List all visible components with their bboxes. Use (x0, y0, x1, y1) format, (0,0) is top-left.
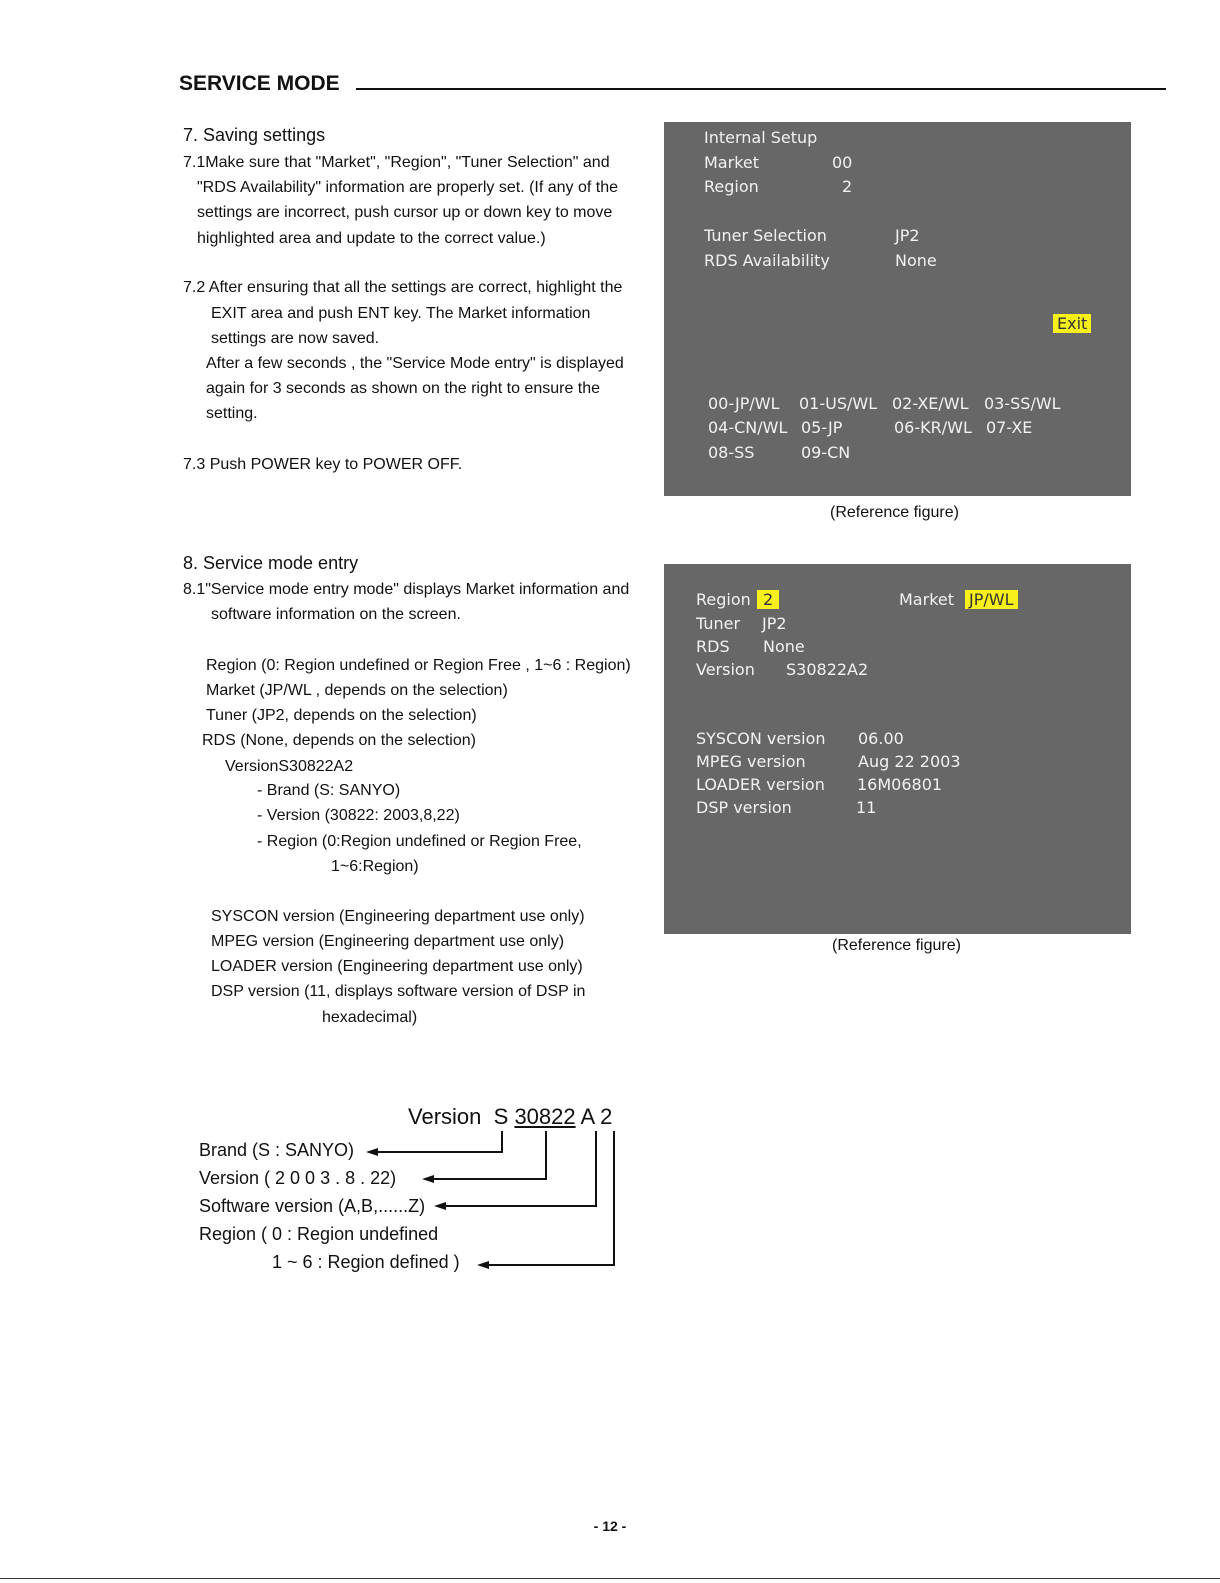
osd-tuner-value: JP2 (895, 226, 920, 245)
section8-line: - Region (0:Region undefined or Region Free, (257, 833, 582, 850)
section7-line: 7.2 After ensuring that all the settings are correct, highlight the (183, 279, 623, 296)
section8-line: VersionS30822A2 (225, 758, 354, 775)
section8-line: 1~6:Region) (331, 858, 419, 875)
section8-line: MPEG version (Engineering department use only) (211, 933, 565, 950)
version-word: Version (408, 1104, 482, 1129)
osd-market-label: Market (899, 590, 954, 609)
osd-region-label: Region (704, 177, 759, 196)
reference-screen-internal-setup (664, 122, 1131, 496)
version-label-date: Version ( 2 0 0 3 . 8 . 22) (199, 1168, 397, 1188)
section8-line: Market (JP/WL , depends on the selection) (206, 682, 508, 699)
section8-line: DSP version (11, displays software version of DSP in (211, 983, 586, 1000)
osd-market-code: 03-SS/WL (984, 394, 1061, 413)
osd-market-code: 01-US/WL (799, 394, 878, 413)
connector-brand-horizontal (376, 1151, 503, 1153)
version-software-code: A (580, 1104, 594, 1129)
section8-line: - Version (30822: 2003,8,22) (257, 807, 460, 824)
osd-market-code: 07-XE (986, 418, 1033, 437)
section7-line: EXIT area and push ENT key. The Market information (211, 305, 591, 322)
osd-version-value: S30822A2 (786, 660, 869, 679)
connector-date-horizontal (432, 1178, 547, 1180)
bottom-rule (0, 1578, 1220, 1579)
section7-line: setting. (206, 405, 258, 422)
osd-rds-value: None (895, 251, 937, 270)
osd-syscon-value: 06.00 (858, 729, 904, 748)
section8-line: Tuner (JP2, depends on the selection) (206, 707, 477, 724)
reference-figure-caption: (Reference figure) (830, 504, 959, 521)
version-label-brand: Brand (S : SANYO) (199, 1140, 355, 1160)
osd-loader-label: LOADER version (696, 775, 825, 794)
osd-loader-value: 16M06801 (857, 775, 943, 794)
osd-market-code: 05-JP (801, 418, 843, 437)
osd-tuner-label: Tuner Selection (704, 226, 827, 245)
version-date-code: 30822 (514, 1104, 576, 1129)
osd-exit-label: Exit (1053, 314, 1091, 333)
osd-market-value: 00 (832, 153, 853, 172)
section7-line: settings are now saved. (211, 330, 380, 347)
section8-line: LOADER version (Engineering department use only) (211, 958, 583, 975)
osd-region-value-box (757, 590, 779, 609)
osd-market-code: 09-CN (801, 443, 851, 462)
connector-software-horizontal (444, 1205, 597, 1207)
arrow-brand (366, 1148, 378, 1156)
section8-line: hexadecimal) (322, 1009, 418, 1026)
osd-title: Internal Setup (704, 128, 818, 147)
section8-heading: 8. Service mode entry (183, 553, 359, 573)
section7-line: again for 3 seconds as shown on the right to ensure the (206, 380, 601, 397)
connector-region-horizontal (487, 1264, 615, 1266)
osd-tuner-label: Tuner (696, 614, 741, 633)
section7-line: 7.1Make sure that "Market", "Region", "Tuner Selection" and (183, 154, 610, 171)
osd-market-code: 02-XE/WL (892, 394, 969, 413)
osd-market-value-box (965, 590, 1018, 609)
osd-mpeg-value: Aug 22 2003 (858, 752, 961, 771)
version-label-region-defined: 1 ~ 6 : Region defined ) (272, 1252, 460, 1272)
section7-line: highlighted area and update to the correct value.) (197, 230, 546, 247)
arrow-software (434, 1202, 446, 1210)
connector-software-vertical (595, 1131, 597, 1207)
osd-market-code: 08-SS (708, 443, 755, 462)
page-number: - 12 - (593, 1518, 627, 1534)
section7-line: 7.3 Push POWER key to POWER OFF. (183, 456, 463, 473)
osd-region-value: 2 (757, 590, 779, 609)
osd-rds-label: RDS Availability (704, 251, 830, 270)
section7-line: After a few seconds , the "Service Mode entry" is displayed (206, 355, 624, 372)
arrow-region (477, 1261, 489, 1269)
section7-heading: 7. Saving settings (183, 125, 326, 145)
version-label-region: Region ( 0 : Region undefined (199, 1224, 439, 1244)
osd-rds-value: None (763, 637, 805, 656)
osd-mpeg-label: MPEG version (696, 752, 806, 771)
section7-line: settings are incorrect, push cursor up or down key to move (197, 204, 613, 221)
version-brand-code: S (493, 1104, 509, 1129)
section8-line: RDS (None, depends on the selection) (202, 732, 476, 749)
version-region-code: 2 (600, 1104, 613, 1129)
section8-line: 8.1"Service mode entry mode" displays Market information and (183, 581, 630, 598)
osd-market-code: 04-CN/WL (708, 418, 788, 437)
osd-market-label: Market (704, 153, 759, 172)
osd-syscon-label: SYSCON version (696, 729, 826, 748)
connector-region-vertical (613, 1131, 615, 1266)
version-string (408, 1104, 612, 1130)
osd-rds-label: RDS (696, 637, 730, 656)
osd-market-code: 06-KR/WL (894, 418, 972, 437)
osd-exit-button (1053, 314, 1091, 333)
section8-line: software information on the screen. (211, 606, 461, 623)
version-label-software: Software version (A,B,......Z) (199, 1196, 426, 1216)
header-rule (356, 88, 1166, 90)
section8-line: SYSCON version (Engineering department use only) (211, 908, 585, 925)
section7-line: "RDS Availability" information are properly set. (If any of the (197, 179, 619, 196)
osd-version-label: Version (696, 660, 755, 679)
osd-tuner-value: JP2 (762, 614, 787, 633)
osd-dsp-label: DSP version (696, 798, 792, 817)
osd-dsp-value: 11 (856, 798, 877, 817)
osd-region-label: Region (696, 590, 751, 609)
section8-line: Region (0: Region undefined or Region Free , 1~6 : Region) (206, 657, 631, 674)
section8-line: - Brand (S: SANYO) (257, 782, 401, 799)
osd-market-code: 00-JP/WL (708, 394, 780, 413)
osd-market-value: JP/WL (965, 590, 1018, 609)
osd-region-value: 2 (842, 177, 853, 196)
connector-brand-vertical (501, 1131, 503, 1153)
reference-figure-caption: (Reference figure) (832, 937, 961, 954)
reference-screen-service-entry (664, 564, 1131, 934)
page-header-title: SERVICE MODE (179, 72, 340, 95)
connector-date-vertical (545, 1131, 547, 1180)
arrow-date (422, 1175, 434, 1183)
